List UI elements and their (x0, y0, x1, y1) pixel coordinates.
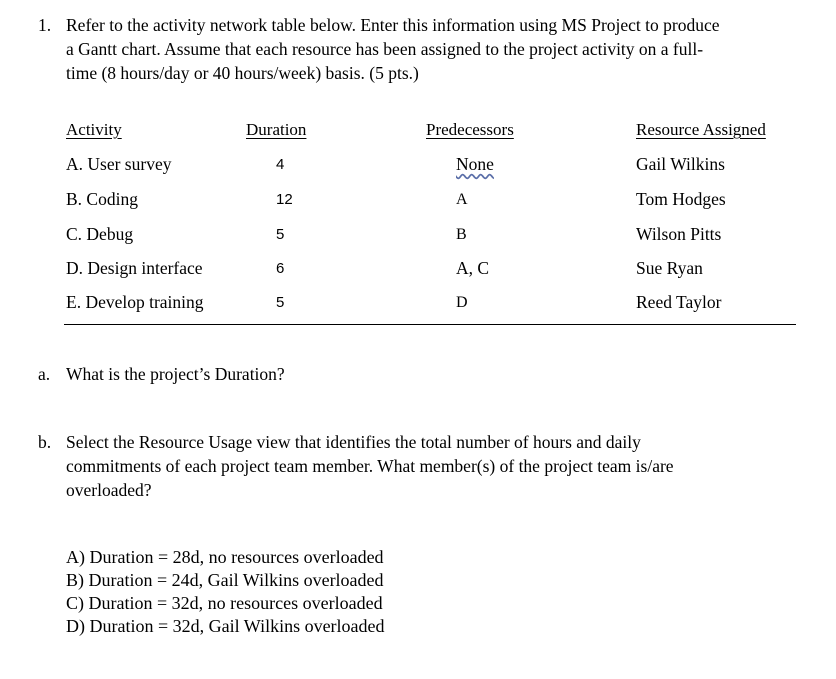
sub-question-b-line-3: overloaded? (66, 480, 152, 500)
header-predecessors: Predecessors (426, 120, 514, 139)
cell-resource: Sue Ryan (636, 258, 703, 278)
header-duration: Duration (246, 120, 307, 139)
sub-question-b-letter: b. (38, 432, 52, 452)
question-text-line-3: time (8 hours/day or 40 hours/week) basis. (5 pts.) (66, 63, 419, 83)
table-bottom-rule (64, 324, 796, 325)
cell-resource: Gail Wilkins (636, 154, 725, 174)
cell-duration: 4 (276, 156, 285, 173)
header-resource-assigned: Resource Assigned (636, 120, 766, 139)
cell-activity: E. Develop training (66, 292, 204, 312)
cell-predecessors: None (456, 154, 494, 174)
cell-resource: Wilson Pitts (636, 224, 722, 244)
cell-activity: A. User survey (66, 154, 172, 174)
cell-activity: B. Coding (66, 189, 138, 209)
cell-predecessors: A (456, 191, 468, 208)
cell-predecessors: D (456, 294, 468, 311)
cell-resource: Reed Taylor (636, 292, 722, 312)
cell-resource: Tom Hodges (636, 189, 726, 209)
cell-activity: D. Design interface (66, 258, 203, 278)
sub-question-a-text: What is the project’s Duration? (66, 364, 285, 384)
sub-question-b-line-1: Select the Resource Usage view that identifies the total number of hours and daily (66, 432, 641, 452)
answer-option-a[interactable]: A) Duration = 28d, no resources overloaded (66, 547, 384, 567)
sub-question-a-letter: a. (38, 364, 51, 384)
cell-predecessors: B (456, 226, 467, 243)
sub-question-b-line-2: commitments of each project team member. What member(s) of the project team is/are (66, 456, 674, 476)
cell-duration: 6 (276, 260, 285, 277)
cell-predecessors: A, C (456, 258, 490, 278)
question-number: 1. (38, 15, 52, 35)
answer-option-b[interactable]: B) Duration = 24d, Gail Wilkins overloaded (66, 570, 384, 590)
answer-option-d[interactable]: D) Duration = 32d, Gail Wilkins overloaded (66, 616, 385, 636)
cell-activity: C. Debug (66, 224, 134, 244)
cell-duration: 12 (276, 191, 293, 208)
question-text-line-1: Refer to the activity network table below. Enter this information using MS Project to produce (66, 15, 720, 35)
cell-duration: 5 (276, 226, 285, 243)
question-text-line-2: a Gantt chart. Assume that each resource has been assigned to the project activity on a full- (66, 39, 704, 59)
header-activity: Activity (66, 120, 122, 139)
cell-duration: 5 (276, 294, 285, 311)
answer-option-c[interactable]: C) Duration = 32d, no resources overloaded (66, 593, 383, 613)
